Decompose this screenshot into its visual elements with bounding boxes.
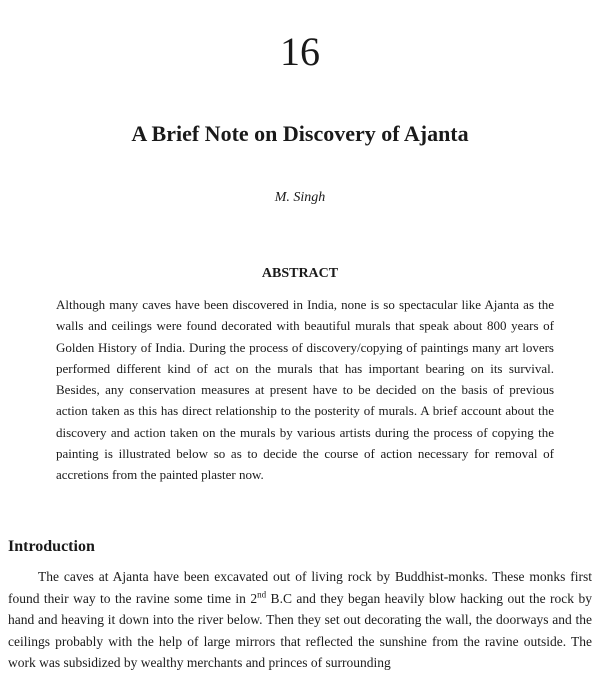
introduction-text-part1: The caves at Ajanta have been excavated out of living rock by Buddhist-monks. These monks first found their way to the ravine some time in 2 [8,569,592,606]
abstract-text: Although many caves have been discovered in India, none is so spectacular like Ajanta as the walls and ceilings were found decorated with beautiful murals that speak about 800 years of Golden History of India. During the process of discovery/copying of paintings many art lovers performed different kind of act on the murals that has important bearing on its survival. Besides, any conservation measures at present have to be decided on the basis of previous action taken as this has direct relationship to the posterity of murals. A brief account about the discovery and action taken on the murals by various artists during the process of copying the painting is illustrated below so as to decide the course of action necessary for removal of accretions from the painted plaster now. [56,297,554,482]
introduction-heading: Introduction [8,538,95,555]
chapter-number: 16 [280,29,320,74]
author-name: M. Singh [274,190,326,205]
introduction-text [8,566,592,674]
ordinal-superscript: nd [257,589,267,599]
abstract-heading: ABSTRACT [261,266,339,281]
introduction-text-part2: B.C and they began heavily blow hacking out the rock by hand and heaving it down into the river below. Then they set out decorating the wall, the doorways and the ceilings probably with the help of large mirrors that reflected the sunshine from the ravine outside. The work was subsidized by wealthy merchants and princes of surrounding [8,590,592,670]
chapter-title: A Brief Note on Discovery of Ajanta [131,121,469,146]
